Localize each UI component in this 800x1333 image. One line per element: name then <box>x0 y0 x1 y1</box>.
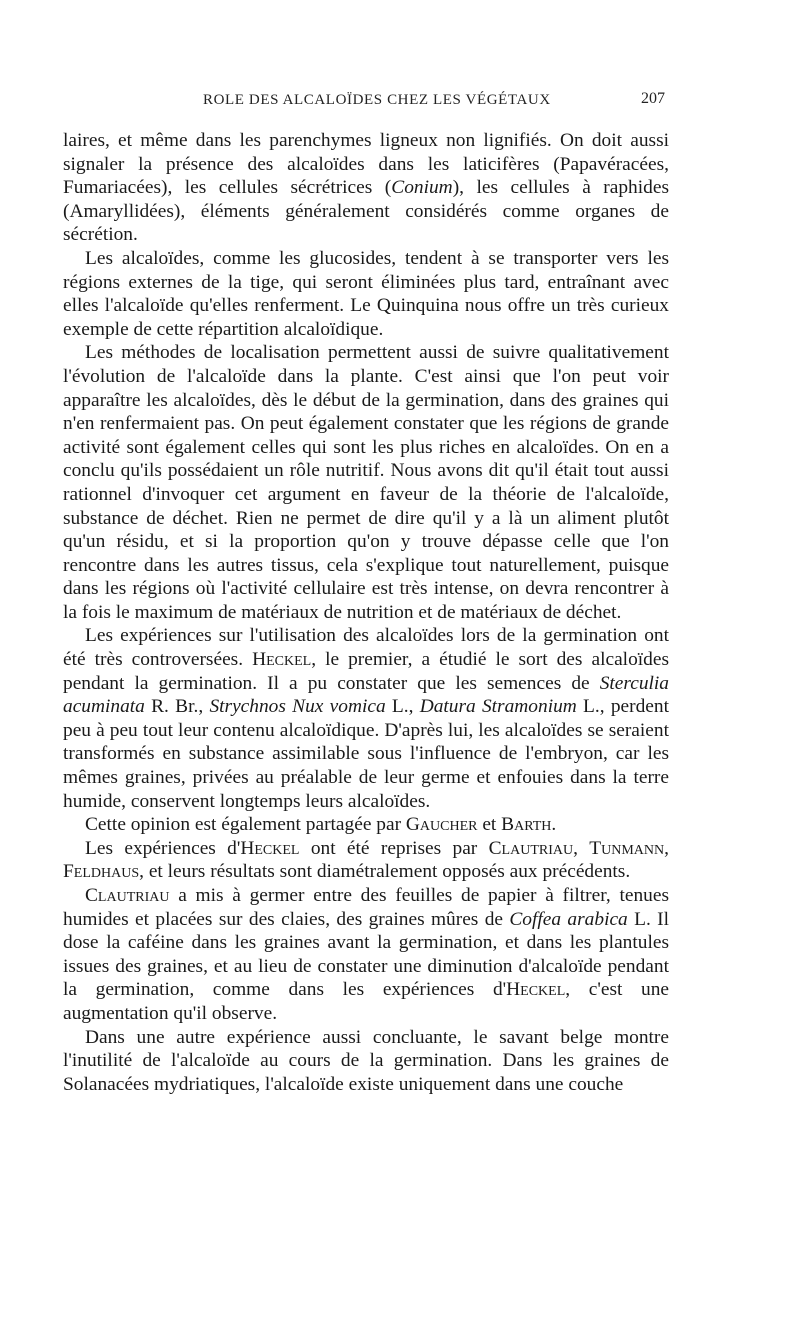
text-run: , <box>664 837 669 859</box>
text-run: ont été reprises par <box>299 837 489 859</box>
taxon-name: Sterculia acuminata <box>63 672 669 718</box>
text-run: laires, et même dans les parenchymes ligneux non lignifiés. On doit aussi signaler la présence des alcaloïdes dans les laticifères (Papavéracées, Fumariacées), les cellules sécrétrices ( <box>63 130 669 199</box>
paragraph <box>63 813 669 837</box>
text-run: , le premier, a étudié le sort des alcaloïdes pendant la germination. Il a pu constater que les semences de <box>63 649 669 694</box>
text-run: L., <box>385 696 420 718</box>
running-title: ROLE DES ALCALOÏDES CHEZ LES VÉGÉTAUX <box>203 92 551 108</box>
text-run: L., perdent peu à peu tout leur contenu alcaloïdique. D'après lui, les alcaloïdes se seraient transformés en substance assimilable sous l'influence de l'embryon, car les mêmes graines, privées au préalable de leur germe et enfouies dans la terre humide, conservent longtemps leurs alcaloïdes. <box>63 696 669 812</box>
taxon-name: Coffea arabica <box>509 908 628 930</box>
taxon-name: Datura Stramonium <box>419 696 577 718</box>
author-name: Clautriau <box>488 837 574 859</box>
author-name: Heckel <box>506 979 566 1001</box>
taxon-name: Strychnos Nux vomica <box>209 696 386 718</box>
text-run: , <box>573 837 590 859</box>
text-run: Les méthodes de localisation permettent aussi de suivre qualitativement l'évolution de l'alcaloïde dans la plante. C'est ainsi que l'on peut voir apparaître les alcaloïdes, dès le début de la germination, dans des graines qui n'en renfermaient pas. On peut également constater que les régions de grande activité sont également celles qui sont les plus riches en alcaloïdes. On en a conclu qu'ils possédaient un rôle nutritif. Nous avons dit qu'il était tout aussi rationnel d'invoquer cet argument en faveur de la théorie de l'alcaloïde, substance de déchet. Rien ne permet de dire qu'il y a là un aliment plutôt qu'un résidu, et si la proportion qu'on y trouve dépasse celle que l'on rencontre dans les autres tissus, cela s'explique tout naturellement, puisque dans les régions où l'activité cellulaire est très intense, on devra rencontrer à la fois le maximum de matériaux de nutrition et de matériaux de déchet. <box>63 342 669 623</box>
body-text <box>63 129 669 1096</box>
text-run: ), les cellules à raphides (Amaryllidées), éléments généralement considérés comme organes de sécrétion. <box>63 177 669 246</box>
text-run: a mis à germer entre des feuilles de papier à filtrer, tenues humides et placées sur des claies, des graines mûres de <box>63 885 669 930</box>
paragraph <box>63 837 669 884</box>
text-run: Les expériences d' <box>85 837 241 859</box>
paragraph <box>63 247 669 341</box>
paragraph <box>63 884 669 1026</box>
text-run: et <box>477 814 502 836</box>
text-run: L. Il dose la caféine dans les graines avant la germination, et dans les plantules issues des graines, et au lieu de constater une diminution d'alcaloïde pendant la germination, comme dans les expériences d' <box>63 908 670 1001</box>
text-run: Cette opinion est également partagée par <box>85 814 406 836</box>
paragraph <box>63 1026 669 1097</box>
text-run: R. Br., <box>144 696 210 718</box>
author-name: Gaucher <box>405 814 478 836</box>
author-name: Tunmann <box>589 837 665 859</box>
text-run: Les alcaloïdes, comme les glucosides, tendent à se transporter vers les régions externes de la tige, qui seront éliminées plus tard, entraînant avec elles l'alcaloïde qu'elles renferment. Le Quinquina nous offre un très curieux exemple de cette répartition alcaloïdique. <box>63 247 669 340</box>
text-run: , et leurs résultats sont diamétralement opposés aux précédents. <box>139 861 631 883</box>
taxon-name: Conium <box>391 177 453 199</box>
paragraph <box>63 341 669 624</box>
text-run: . <box>551 814 557 836</box>
page-number: 207 <box>641 90 665 107</box>
text-run: Les expériences sur l'utilisation des alcaloïdes lors de la germination ont été très controversées. <box>63 625 669 671</box>
author-name: Barth <box>501 814 552 836</box>
text-run: Dans une autre expérience aussi concluante, le savant belge montre l'inutilité de l'alcaloïde au cours de la germination. Dans les graines de Solanacées mydriatiques, l'alcaloïde existe uniquement dans une couche <box>63 1026 669 1095</box>
author-name: Clautriau <box>85 885 170 906</box>
paragraph <box>63 624 669 813</box>
author-name: Heckel <box>252 649 312 671</box>
author-name: Heckel <box>240 837 300 859</box>
text-run: , c'est une augmentation qu'il observe. <box>63 979 670 1024</box>
author-name: Feldhaus <box>63 861 140 883</box>
paragraph <box>63 129 669 247</box>
